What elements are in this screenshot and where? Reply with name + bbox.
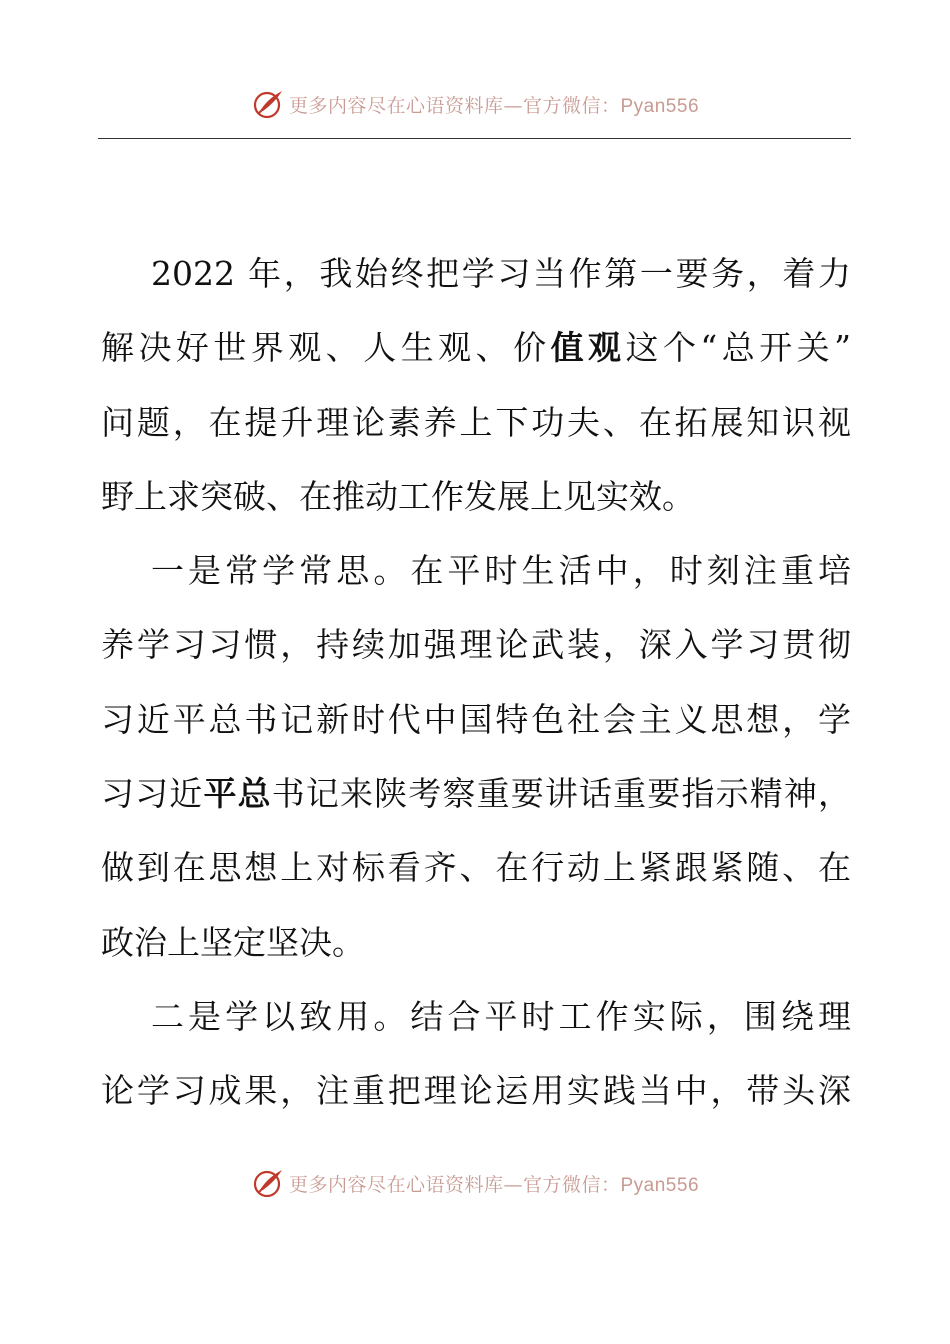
watermark-main: 更多内容尽在心语资料库 <box>288 1173 504 1196</box>
watermark-main: 更多内容尽在心语资料库 <box>288 94 504 117</box>
header-watermark <box>0 84 950 124</box>
watermark-wechat-id: Pyan556 <box>620 95 700 117</box>
body-line: 习习近平总书记来陕考察重要讲话重要指示精神， <box>101 774 852 814</box>
watermark-text <box>289 91 699 118</box>
header-divider <box>98 138 851 139</box>
watermark-wechat-id: Pyan556 <box>620 1174 700 1196</box>
body-line: 解决好世界观、人生观、价值观这个“总开关” <box>101 328 852 368</box>
body-line: 习近平总书记新时代中国特色社会主义思想，学 <box>101 699 851 739</box>
body-line: 政治上坚定坚决。 <box>101 922 365 962</box>
watermark-official: 官方微信： <box>522 1173 621 1196</box>
body-line: 2022 年，我始终把学习当作第一要务，着力 <box>151 254 851 293</box>
quill-circle-icon <box>251 87 285 121</box>
body-line: 问题，在提升理论素养上下功夫、在拓展知识视 <box>101 402 851 442</box>
body-line: 养学习习惯，持续加强理论武装，深入学习贯彻 <box>101 625 851 665</box>
footer-watermark <box>0 1163 950 1203</box>
document-body <box>101 237 851 1129</box>
body-line: 一是常学常思。在平时生活中，时刻注重培 <box>151 551 851 591</box>
watermark-text <box>289 1170 699 1197</box>
body-line: 做到在思想上对标看齐、在行动上紧跟紧随、在 <box>101 848 851 888</box>
watermark-dash: — <box>503 94 523 117</box>
watermark-official: 官方微信： <box>522 94 621 117</box>
body-line: 论学习成果，注重把理论运用实践当中，带头深 <box>101 1071 851 1111</box>
body-line: 二是学以致用。结合平时工作实际，围绕理 <box>151 996 851 1036</box>
watermark-dash: — <box>503 1173 523 1196</box>
quill-circle-icon <box>251 1166 285 1200</box>
body-line: 野上求突破、在推动工作发展上见实效。 <box>101 476 695 516</box>
